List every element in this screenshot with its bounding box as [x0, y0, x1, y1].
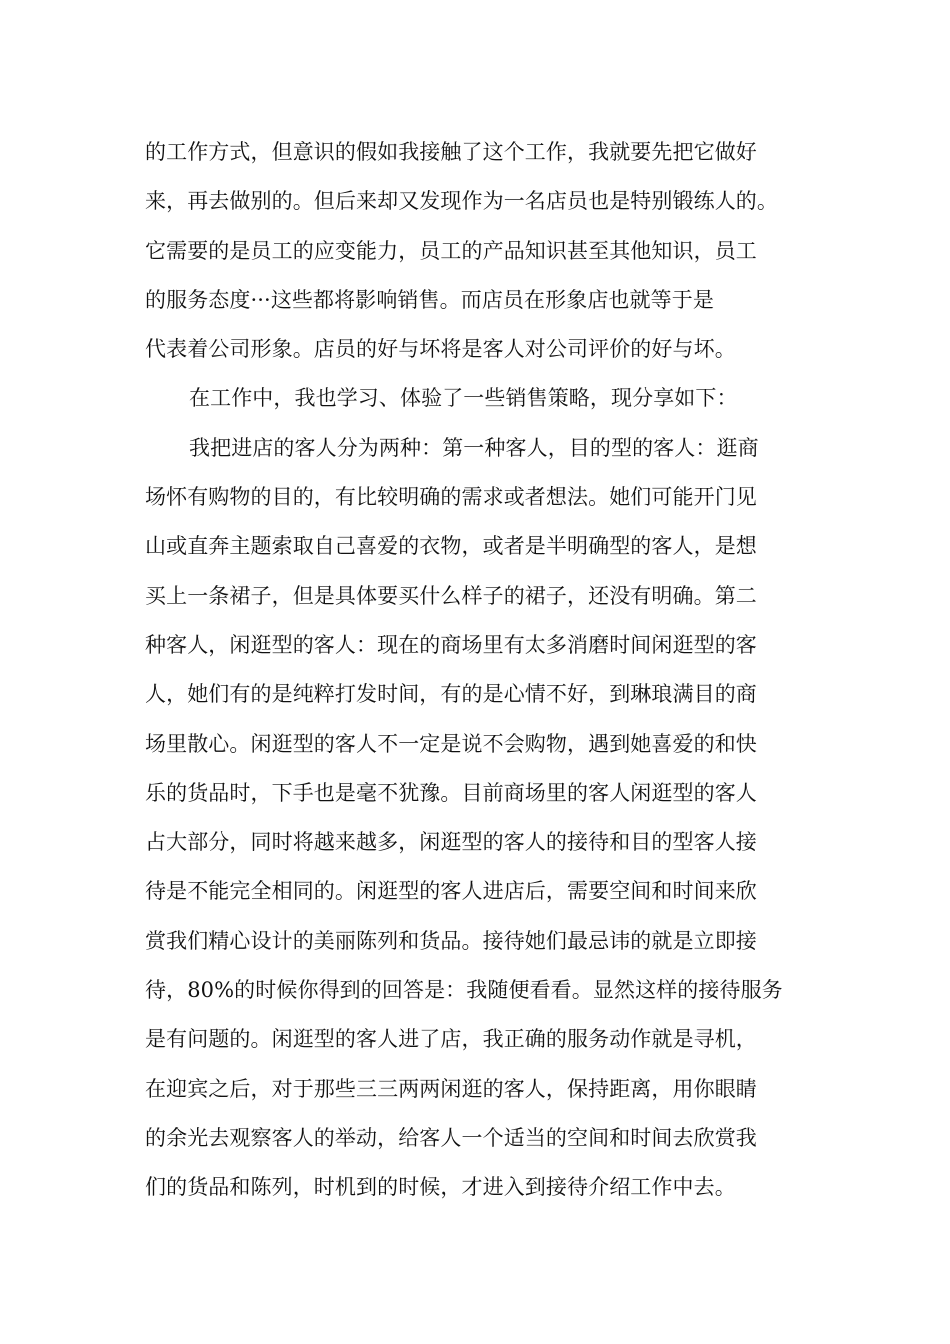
text-line: 是有问题的。闲逛型的客人进了店，我正确的服务动作就是寻机， — [145, 1027, 757, 1052]
text-line: 的服务态度···这些都将影响销售。而店员在形象店也就等于是 — [145, 287, 714, 312]
text-line: 场里散心。闲逛型的客人不一定是说不会购物，遇到她喜爱的和快 — [145, 731, 757, 756]
text-line: 买上一条裙子，但是具体要买什么样子的裙子，还没有明确。第二 — [145, 583, 757, 608]
text-line: 们的货品和陈列，时机到的时候，才进入到接待介绍工作中去。 — [145, 1175, 736, 1200]
text-line: 它需要的是员工的应变能力，员工的产品知识甚至其他知识，员工 — [145, 238, 757, 263]
text-line: 代表着公司形象。店员的好与坏将是客人对公司评价的好与坏。 — [145, 337, 736, 362]
text-line: 待，80%的时候你得到的回答是：我随便看看。显然这样的接待服务 — [145, 978, 783, 1003]
text-line: 的余光去观察客人的举动，给客人一个适当的空间和时间去欣赏我 — [145, 1125, 757, 1150]
text-line: 的工作方式，但意识的假如我接触了这个工作，我就要先把它做好 — [145, 140, 757, 164]
text-line: 人，她们有的是纯粹打发时间，有的是心情不好，到琳琅满目的商 — [145, 682, 757, 707]
text-line: 待是不能完全相同的。闲逛型的客人进店后，需要空间和时间来欣 — [145, 879, 757, 904]
text-line: 种客人，闲逛型的客人：现在的商场里有太多消磨时间闲逛型的客 — [145, 632, 757, 657]
text-line: 来，再去做别的。但后来却又发现作为一名店员也是特别锻练人的。 — [145, 189, 778, 214]
text-line: 占大部分，同时将越来越多，闲逛型的客人的接待和目的型客人接 — [145, 830, 757, 855]
text-line: 在迎宾之后，对于那些三三两两闲逛的客人，保持距离，用你眼睛 — [145, 1076, 757, 1101]
text-line: 场怀有购物的目的，有比较明确的需求或者想法。她们可能开门见 — [145, 485, 757, 510]
paragraph-start-line: 在工作中，我也学习、体验了一些销售策略，现分享如下： — [189, 386, 738, 411]
text-line: 赏我们精心设计的美丽陈列和货品。接待她们最忌讳的就是立即接 — [145, 928, 757, 953]
text-line: 山或直奔主题索取自己喜爱的衣物，或者是半明确型的客人，是想 — [145, 534, 757, 559]
text-line: 乐的货品时，下手也是毫不犹豫。目前商场里的客人闲逛型的客人 — [145, 780, 757, 805]
paragraph-start-line: 我把进店的客人分为两种：第一种客人，目的型的客人：逛商 — [189, 435, 759, 460]
document-body — [145, 128, 825, 1213]
